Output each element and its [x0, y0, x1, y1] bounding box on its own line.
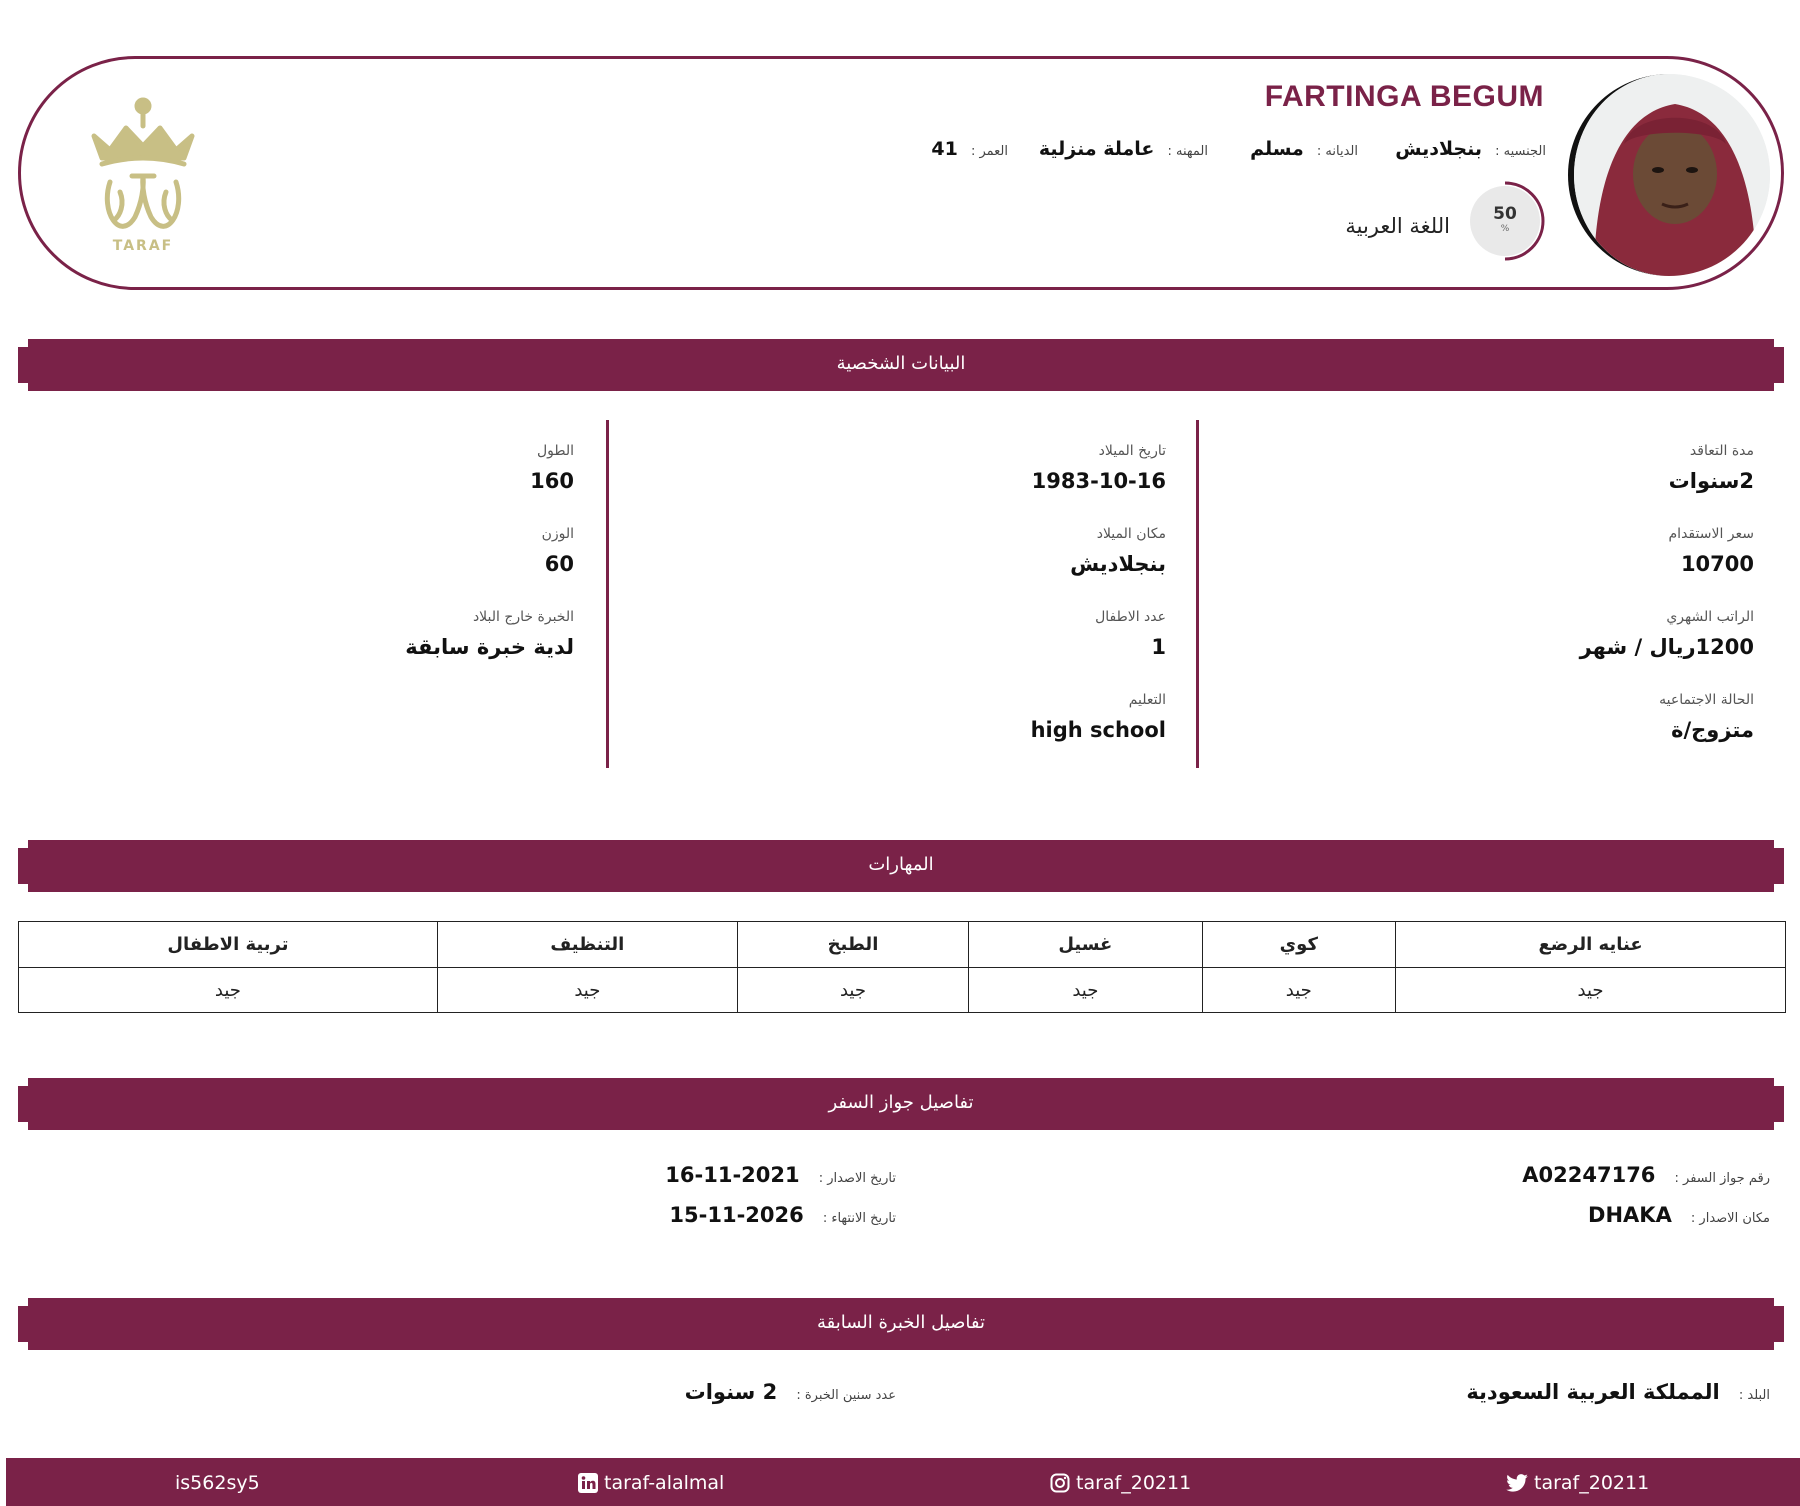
- section-banner-passport: [18, 1078, 1784, 1130]
- skill-header: تربية الاطفال: [19, 922, 438, 968]
- field-height: [530, 443, 574, 493]
- issue-place-value: DHAKA: [1588, 1203, 1672, 1227]
- section-title-passport: تفاصيل جواز السفر: [828, 1092, 974, 1113]
- passport-number-field: [1522, 1163, 1770, 1187]
- linkedin-icon: [578, 1473, 598, 1493]
- language-progress-ring: [1470, 186, 1540, 256]
- experience-years-field: [685, 1380, 896, 1404]
- skill-level: جيد: [19, 968, 438, 1013]
- language-name: اللغة العربية: [1345, 214, 1450, 238]
- weight-value: 60: [544, 552, 574, 576]
- skill-header: غسيل: [969, 922, 1202, 968]
- field-pob: [1070, 526, 1166, 576]
- profession-value: عاملة منزلية: [1038, 138, 1155, 160]
- section-banner-personal: [18, 339, 1784, 391]
- height-value: 160: [530, 469, 574, 493]
- abroad-label: الخبرة خارج البلاد: [472, 609, 574, 625]
- pob-value: بنجلاديش: [1070, 552, 1166, 576]
- skill-header: التنظيف: [437, 922, 737, 968]
- field-price: [1669, 526, 1754, 576]
- column-divider: [1196, 420, 1199, 768]
- dob-value: 1983-10-16: [1031, 469, 1166, 493]
- passport-number-value: A02247176: [1522, 1163, 1656, 1187]
- dob-label: تاريخ الميلاد: [1098, 443, 1166, 459]
- age-label: العمر :: [970, 144, 1008, 159]
- instagram-icon: [1050, 1473, 1070, 1493]
- religion-label: الديانه :: [1316, 144, 1358, 159]
- height-label: الطول: [536, 443, 574, 459]
- experience-country-field: [1466, 1380, 1770, 1404]
- footer-code: is562sy5: [175, 1472, 260, 1494]
- issue-date-label: تاريخ الاصدار :: [818, 1171, 896, 1186]
- section-title-experience: تفاصيل الخبرة السابقة: [816, 1312, 986, 1333]
- passport-number-label: رقم جواز السفر :: [1674, 1171, 1770, 1186]
- price-label: سعر الاستقدام: [1668, 526, 1754, 542]
- marital-value: متزوج/ة: [1671, 718, 1754, 742]
- field-salary: [1580, 609, 1754, 659]
- experience-years-value: 2 سنوات: [684, 1380, 778, 1404]
- section-title-personal: البيانات الشخصية: [836, 353, 966, 374]
- religion-field: [1250, 138, 1358, 160]
- worker-name: FARTINGA BEGUM: [1264, 80, 1544, 113]
- issue-place-field: [1588, 1203, 1770, 1227]
- skill-level: جيد: [437, 968, 737, 1013]
- skill-level: جيد: [1202, 968, 1396, 1013]
- age-field: [931, 138, 1008, 160]
- skills-header-row: [19, 922, 1786, 968]
- field-contract: [1669, 443, 1754, 493]
- price-value: 10700: [1680, 552, 1754, 576]
- section-title-skills: المهارات: [868, 854, 934, 875]
- education-label: التعليم: [1128, 692, 1166, 708]
- religion-value: مسلم: [1250, 138, 1304, 160]
- contract-value: 2سنوات: [1668, 469, 1754, 493]
- instagram-link[interactable]: [1050, 1472, 1191, 1494]
- expiry-date-field: [669, 1203, 896, 1227]
- skill-header: كوي: [1202, 922, 1396, 968]
- nationality-value: بنجلاديش: [1395, 138, 1483, 160]
- instagram-handle: taraf_20211: [1076, 1472, 1192, 1494]
- education-value: high school: [1030, 718, 1166, 742]
- profile-photo: [1568, 74, 1770, 276]
- issue-date-value: 2021-11-16: [665, 1163, 800, 1187]
- skill-level: جيد: [969, 968, 1202, 1013]
- children-value: 1: [1151, 635, 1166, 659]
- skills-table: [18, 921, 1786, 1013]
- experience-country-value: المملكة العربية السعودية: [1466, 1380, 1720, 1404]
- language-percent-unit: %: [1500, 224, 1510, 234]
- salary-label: الراتب الشهري: [1666, 609, 1754, 625]
- taraf-crown-logo-icon: [80, 92, 206, 258]
- abroad-value: لدية خبرة سابقة: [405, 635, 574, 659]
- skill-header: عنايه الرضع: [1396, 922, 1786, 968]
- profession-label: المهنه :: [1167, 144, 1208, 159]
- age-value: 41: [931, 138, 958, 160]
- weight-label: الوزن: [541, 526, 574, 542]
- linkedin-link[interactable]: [578, 1472, 724, 1494]
- marital-label: الحالة الاجتماعيه: [1659, 692, 1754, 708]
- twitter-handle: taraf_20211: [1534, 1472, 1650, 1494]
- twitter-icon: [1506, 1474, 1528, 1492]
- field-dob: [1032, 443, 1166, 493]
- field-experience-abroad: [405, 609, 574, 659]
- profession-field: [1039, 138, 1208, 160]
- experience-years-label: عدد سنين الخبرة :: [796, 1388, 896, 1403]
- language-percent: 50: [1493, 204, 1517, 224]
- linkedin-handle: taraf-alalmal: [604, 1472, 725, 1494]
- twitter-link[interactable]: [1506, 1472, 1649, 1494]
- experience-country-label: البلد :: [1738, 1388, 1770, 1403]
- field-marital: [1659, 692, 1754, 742]
- nationality-label: الجنسيه :: [1495, 144, 1546, 159]
- skills-value-row: [19, 968, 1786, 1013]
- skill-level: جيد: [1396, 968, 1786, 1013]
- field-education: [1031, 692, 1166, 742]
- skill-header: الطبخ: [737, 922, 968, 968]
- logo-wordmark: TARAF: [112, 238, 174, 254]
- expiry-date-value: 2026-11-15: [669, 1203, 804, 1227]
- section-banner-experience: [18, 1298, 1784, 1350]
- footer-bar: [6, 1458, 1800, 1506]
- field-weight: [542, 526, 574, 576]
- nationality-field: [1395, 138, 1546, 160]
- salary-value: 1200ريال / شهر: [1579, 635, 1754, 659]
- column-divider: [606, 420, 609, 768]
- expiry-date-label: تاريخ الانتهاء :: [822, 1211, 896, 1226]
- children-label: عدد الاطفال: [1095, 609, 1166, 625]
- section-banner-skills: [18, 840, 1784, 892]
- contract-label: مدة التعاقد: [1689, 443, 1754, 459]
- pob-label: مكان الميلاد: [1096, 526, 1166, 542]
- field-children: [1095, 609, 1166, 659]
- skill-level: جيد: [737, 968, 968, 1013]
- issue-place-label: مكان الاصدار :: [1690, 1211, 1770, 1226]
- issue-date-field: [665, 1163, 896, 1187]
